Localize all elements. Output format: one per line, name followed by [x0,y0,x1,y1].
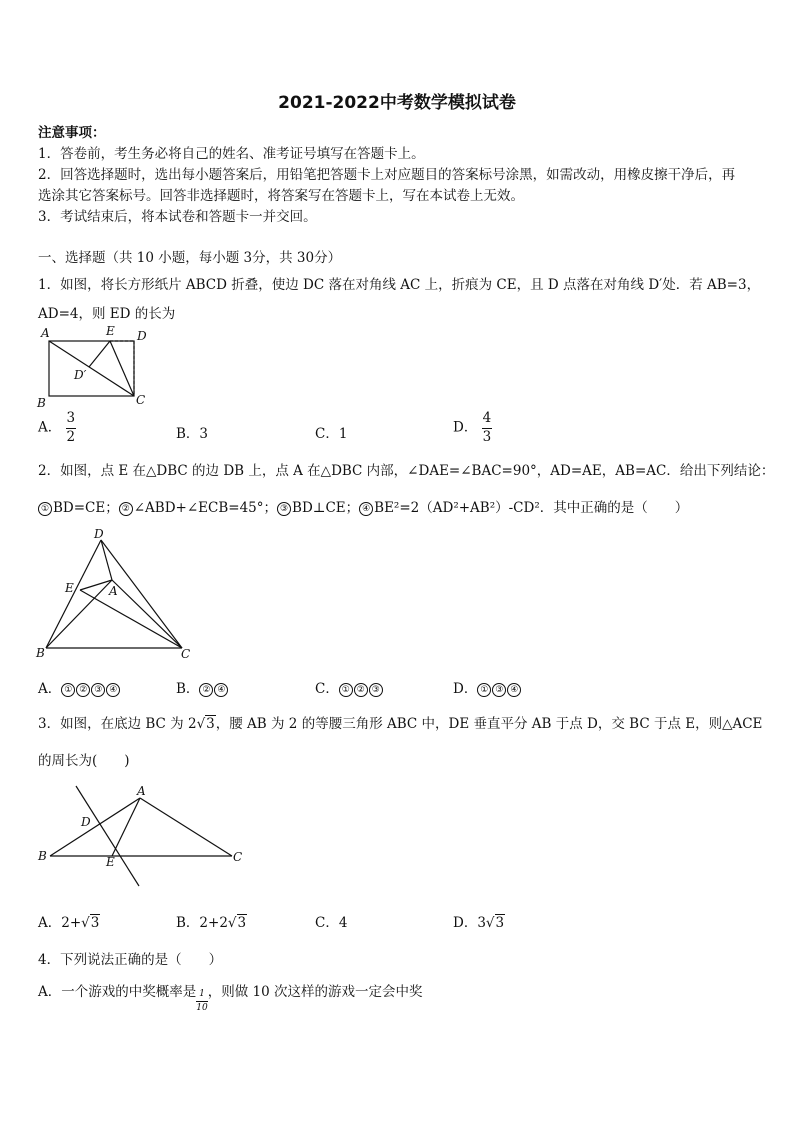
q3-label-B: B [38,849,47,863]
q2-segment-BA [46,580,112,648]
q1-stem-line2: AD=4，则 ED 的长为 [38,306,176,322]
q3-option-b[interactable]: B．2+2√3 [176,915,247,931]
q2-stem-line2: ① BD=CE； ② ∠ABD+∠ECB=45°； ③ BD⊥CE； ④ BE²=2（AD²+AB²）-CD²．其中正确的是（ ） [38,496,688,516]
q3-figure-triangle [36,778,246,890]
q3-label-C: C [233,850,243,864]
q1-figure-rectangle [32,322,162,410]
q3-option-a[interactable]: A．2+√3 [38,915,100,931]
q3-label-E: E [106,855,115,869]
q4-stem: 4．下列说法正确的是（ ） [38,952,223,968]
q2-option-b[interactable]: B． ② ④ [176,677,229,697]
q1-label-D-prime: D′ [74,368,87,382]
q3-sqrt: √3 [196,716,215,732]
q3-label-A: A [137,784,146,798]
q2-label-C: C [181,647,191,661]
q1-option-b[interactable]: B．3 [176,426,209,442]
q1-label-C: C [136,393,146,407]
section-heading: 一、选择题（共 10 小题，每小题 3分，共 30分） [38,250,342,266]
q3-option-d[interactable]: D．3√3 [453,915,505,931]
q1-option-a[interactable]: A． $\frac{3}{2}$ [38,410,76,445]
notice-item-1: 1．答卷前，考生务必将自己的姓名、准考证号填写在答题卡上。 [38,146,425,162]
q2-label-E: E [65,581,74,595]
q2-label-D: D [94,527,104,541]
q1-label-A: A [41,326,50,340]
q3-segment-AC [140,798,232,856]
q2-label-A: A [109,584,118,598]
q1-segment-ED-prime [89,341,110,367]
notice-heading: 注意事项： [38,125,106,141]
q2-figure-triangle [30,524,200,664]
q3-stem-line2: 的周长为( ) [38,753,130,769]
page-title: 2021-2022中考数学模拟试卷 [278,93,516,113]
q4-option-a-fraction: $\frac{1}{10}$ [196,989,208,1013]
q2-stem-line1: 2．如图，点 E 在△DBC 的边 DB 上，点 A 在△DBC 内部，∠DAE=∠BAC=90°，AD=AE，AB=AC．给出下列结论： [38,463,775,479]
q3-stem-line1: 3．如图，在底边 BC 为 2√3，腰 AB 为 2 的等腰三角形 ABC 中，DE 垂直平分 AB 于点 D，交 BC 于点 E，则△ACE [38,716,763,732]
notice-item-2-cont: 选涂其它答案标号。回答非选择题时，将答案写在答题卡上，写在本试卷上无效。 [38,188,524,204]
q2-option-a[interactable]: A． ① ② ③ ④ [38,677,121,697]
q2-segment-DA [101,540,112,580]
q1-diagonal-AC [49,341,134,396]
notice-item-3: 3．考试结束后，将本试卷和答题卡一并交回。 [38,209,317,225]
q1-option-c[interactable]: C．1 [315,426,348,442]
q1-stem-line1: 1．如图，将长方形纸片 ABCD 折叠，使边 DC 落在对角线 AC 上，折痕为 CE，且 D 点落在对角线 D′处．若 AB=3， [38,277,761,293]
notice-item-2: 2．回答选择题时，选出每小题答案后，用铅笔把答题卡上对应题目的答案标号涂黑，如需改动，用橡皮擦干净后，再 [38,167,736,183]
q3-option-c[interactable]: C．4 [315,915,348,931]
q1-option-d-fraction: $\frac{4}{3}$ [482,410,492,445]
q2-label-B: B [36,646,45,660]
q3-label-D: D [81,815,91,829]
q1-option-d[interactable]: D． $\frac{4}{3}$ [453,410,492,445]
q2-option-d[interactable]: D． ① ③ ④ [453,677,522,697]
q3-perpendicular-bisector-DE [76,786,139,886]
q1-label-E: E [106,324,115,338]
q4-option-a[interactable]: A．一个游戏的中奖概率是 $\frac{1}{10}$ ，则做 10 次这样的游戏一定会中奖 [38,984,423,1013]
q1-label-B: B [37,396,46,410]
q2-option-c[interactable]: C． ① ② ③ [315,677,384,697]
q1-option-a-fraction: $\frac{3}{2}$ [66,410,76,445]
q1-label-D: D [137,329,147,343]
